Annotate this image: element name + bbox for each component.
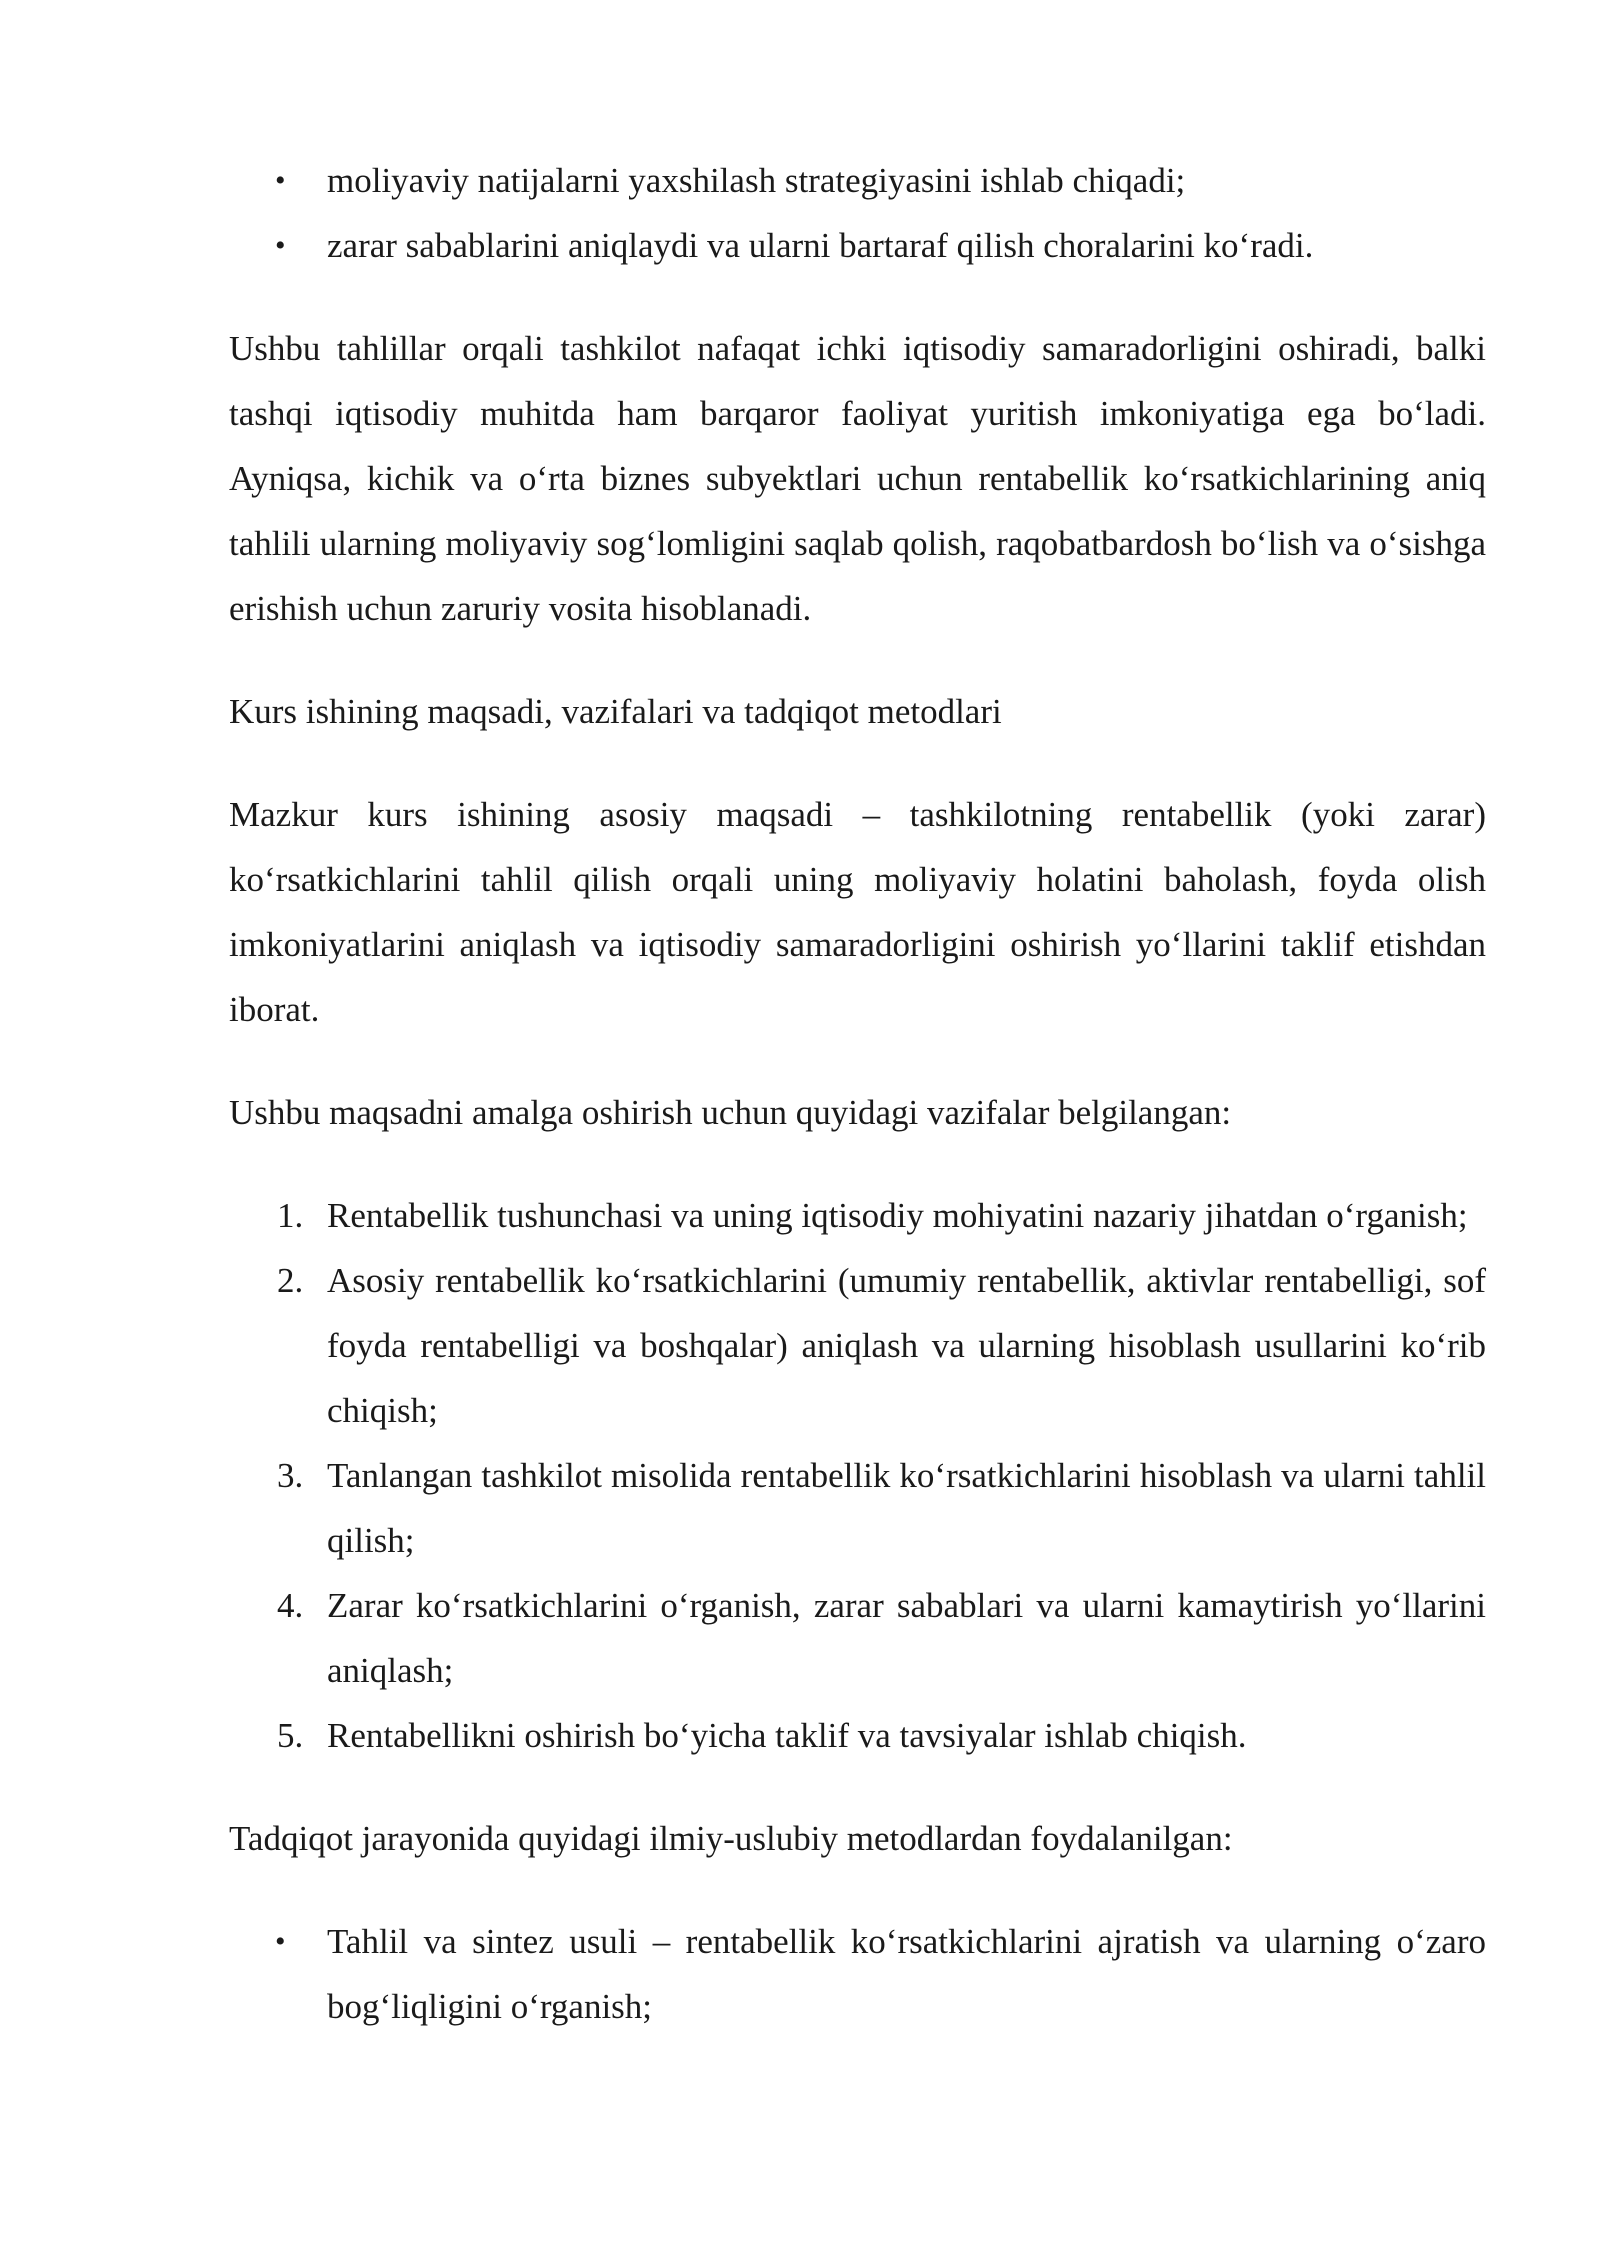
- list-item: [229, 1443, 1486, 1573]
- list-item-text: zarar sabablarini aniqlaydi va ularni bartaraf qilish choralarini ko‘radi.: [327, 226, 1314, 265]
- list-item: [229, 1183, 1486, 1248]
- tasks-list: [229, 1183, 1486, 1768]
- list-number: 5.: [277, 1716, 304, 1755]
- list-item: [229, 1909, 1486, 2039]
- list-item: [229, 148, 1486, 213]
- document-page: [229, 148, 1486, 2039]
- bullet-icon: •: [275, 164, 286, 197]
- list-number: 3.: [277, 1456, 304, 1495]
- paragraph-goal: Mazkur kurs ishining asosiy maqsadi – tashkilotning rentabellik (yoki zarar) ko‘rsatkichlarini tahlil qilish orqali uning moliyaviy holatini baholash, foyda olish imkoniyatlarini aniqlash va iqtisodiy samaradorligini oshirish yo‘llarini taklif etishdan iborat.: [229, 795, 1486, 1029]
- paragraph-methods-intro: Tadqiqot jarayonida quyidagi ilmiy-uslubiy metodlardan foydalanilgan:: [229, 1819, 1233, 1858]
- list-number: 1.: [277, 1196, 304, 1235]
- bullet-icon: •: [275, 229, 286, 262]
- list-item: [229, 1573, 1486, 1703]
- paragraph-tasks-intro: Ushbu maqsadni amalga oshirish uchun quyidagi vazifalar belgilangan:: [229, 1093, 1232, 1132]
- list-item-text: Rentabellikni oshirish bo‘yicha taklif va tavsiyalar ishlab chiqish.: [327, 1716, 1247, 1755]
- top-bullet-list: [229, 148, 1486, 278]
- list-number: 4.: [277, 1586, 304, 1625]
- paragraph-intro: Ushbu tahlillar orqali tashkilot nafaqat ichki iqtisodiy samaradorligini oshiradi, balki tashqi iqtisodiy muhitda ham barqaror faoliyat yuritish imkoniyatiga ega bo‘ladi. Ayniqsa, kichik va o‘rta biznes subyektlari uchun rentabellik ko‘rsatkichlarining aniq tahlili ularning moliyaviy sog‘lomligini saqlab qolish, raqobatbardosh bo‘lish va o‘sishga erishish uchun zaruriy vosita hisoblanadi.: [229, 329, 1486, 628]
- list-item-text: Tahlil va sintez usuli – rentabellik ko‘rsatkichlarini ajratish va ularning o‘zaro bog‘liqligini o‘rganish;: [327, 1922, 1486, 2026]
- list-item: [229, 1703, 1486, 1768]
- bullet-icon: •: [275, 1925, 286, 1958]
- list-item-text: Tanlangan tashkilot misolida rentabellik ko‘rsatkichlarini hisoblash va ularni tahlil qilish;: [327, 1456, 1486, 1560]
- list-item-text: Zarar ko‘rsatkichlarini o‘rganish, zarar sabablari va ularni kamaytirish yo‘llarini aniqlash;: [327, 1586, 1486, 1690]
- list-item-text: moliyaviy natijalarni yaxshilash strategiyasini ishlab chiqadi;: [327, 161, 1186, 200]
- list-item-text: Rentabellik tushunchasi va uning iqtisodiy mohiyatini nazariy jihatdan o‘rganish;: [327, 1196, 1468, 1235]
- list-number: 2.: [277, 1261, 304, 1300]
- list-item: [229, 1248, 1486, 1443]
- list-item-text: Asosiy rentabellik ko‘rsatkichlarini (umumiy rentabellik, aktivlar rentabelligi, sof foyda rentabelligi va boshqalar) aniqlash va ularning hisoblash usullarini ko‘rib chiqish;: [327, 1261, 1486, 1430]
- methods-list: [229, 1909, 1486, 2039]
- section-heading: Kurs ishining maqsadi, vazifalari va tadqiqot metodlari: [229, 692, 1002, 731]
- list-item: [229, 213, 1486, 278]
